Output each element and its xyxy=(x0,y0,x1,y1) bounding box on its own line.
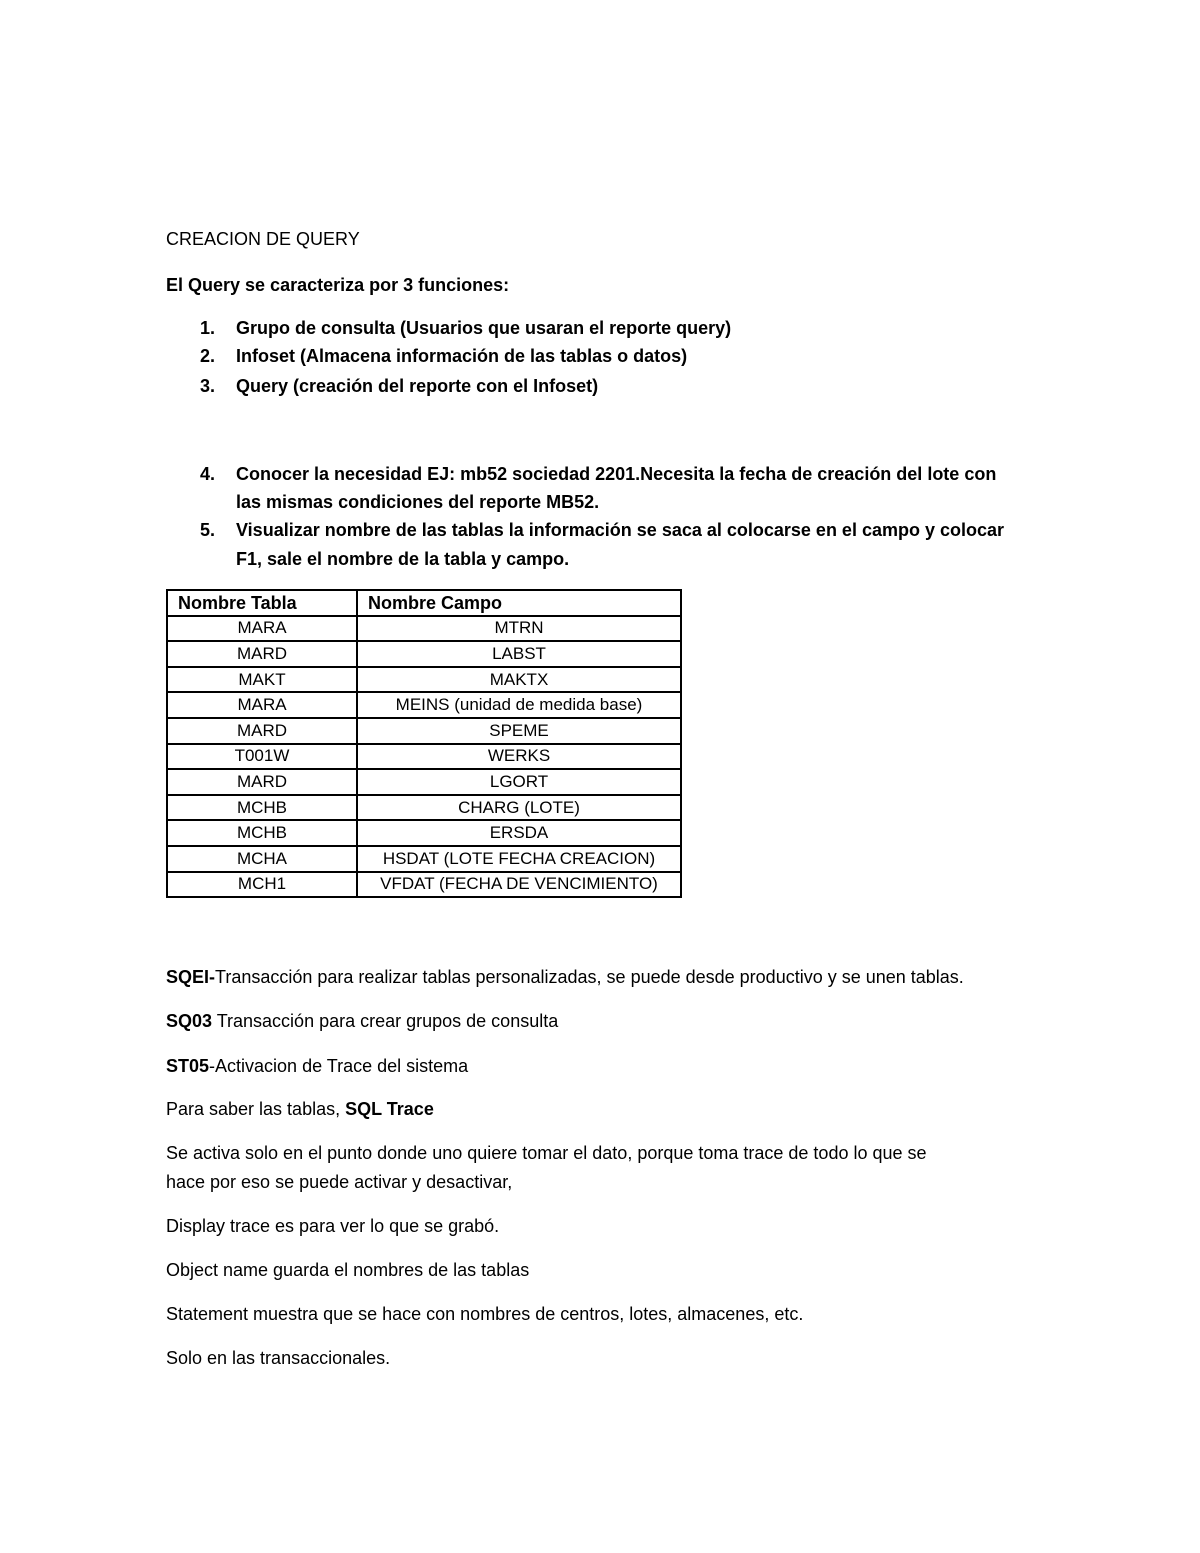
list-item-5-line-2: F1, sale el nombre de la tabla y campo. xyxy=(236,549,570,569)
table-row xyxy=(167,820,681,846)
paragraph-display-trace: Display trace es para ver lo que se grabó. xyxy=(166,1216,500,1236)
paragraph-st05 xyxy=(166,1056,468,1077)
list-item-2: Infoset (Almacena información de las tablas o datos) xyxy=(236,346,688,366)
paragraph-activa-line-2: hace por eso se puede activar y desactivar, xyxy=(166,1172,513,1192)
paragraph-object-name: Object name guarda el nombres de las tablas xyxy=(166,1260,530,1280)
tables-fields-table xyxy=(166,589,682,898)
table-cell-campo: MTRN xyxy=(357,616,681,642)
table-header-nombre-tabla: Nombre Tabla xyxy=(167,590,357,616)
paragraph-sq03-text: Transacción para crear grupos de consulta xyxy=(212,1011,559,1031)
paragraph-sq03 xyxy=(166,1011,558,1032)
table-cell-campo: MAKTX xyxy=(357,667,681,693)
table-header-row xyxy=(167,590,681,616)
table-cell-tabla: MARD xyxy=(167,769,357,795)
list-item-4-line-2: las mismas condiciones del reporte MB52. xyxy=(236,492,600,512)
table-cell-tabla: MARA xyxy=(167,692,357,718)
paragraph-sqei xyxy=(166,967,964,988)
intro-text: El Query se caracteriza por 3 funciones: xyxy=(166,275,510,295)
paragraph-sql-trace-bold: SQL Trace xyxy=(345,1099,434,1119)
table-row xyxy=(167,718,681,744)
table-row xyxy=(167,667,681,693)
table-cell-tabla: MCHB xyxy=(167,795,357,821)
table-row xyxy=(167,641,681,667)
list-item-1: Grupo de consulta (Usuarios que usaran el reporte query) xyxy=(236,318,732,338)
table-cell-campo: SPEME xyxy=(357,718,681,744)
list-item-5-line-1: Visualizar nombre de las tablas la información se saca al colocarse en el campo y colocar xyxy=(236,520,1005,540)
paragraph-sq03-code: SQ03 xyxy=(166,1011,213,1031)
table-row xyxy=(167,872,681,898)
table-cell-tabla: MARA xyxy=(167,616,357,642)
table-cell-campo: LABST xyxy=(357,641,681,667)
table-cell-campo: CHARG (LOTE) xyxy=(357,795,681,821)
table-row xyxy=(167,795,681,821)
list-item-3: Query (creación del reporte con el Infoset) xyxy=(236,376,599,396)
document-title: CREACION DE QUERY xyxy=(166,229,360,249)
list-number-3: 3. xyxy=(200,376,216,396)
paragraph-sqei-text: Transacción para realizar tablas personalizadas, se puede desde productivo y se unen tablas. xyxy=(215,967,964,987)
table-cell-campo: MEINS (unidad de medida base) xyxy=(357,692,681,718)
table-cell-tabla: T001W xyxy=(167,744,357,770)
table-cell-tabla: MAKT xyxy=(167,667,357,693)
table-cell-tabla: MARD xyxy=(167,641,357,667)
table-cell-tabla: MCHA xyxy=(167,846,357,872)
table-cell-campo: HSDAT (LOTE FECHA CREACION) xyxy=(357,846,681,872)
list-item-4-line-1: Conocer la necesidad EJ: mb52 sociedad 2201.Necesita la fecha de creación del lote con xyxy=(236,464,997,484)
table-row xyxy=(167,616,681,642)
table-cell-tabla: MCHB xyxy=(167,820,357,846)
table-cell-tabla: MARD xyxy=(167,718,357,744)
table-cell-campo: ERSDA xyxy=(357,820,681,846)
table-header-nombre-campo: Nombre Campo xyxy=(357,590,681,616)
paragraph-transaccionales: Solo en las transaccionales. xyxy=(166,1348,391,1368)
list-number-5: 5. xyxy=(200,520,216,540)
table-cell-tabla: MCH1 xyxy=(167,872,357,898)
list-number-2: 2. xyxy=(200,346,216,366)
paragraph-activa-line-1: Se activa solo en el punto donde uno quiere tomar el dato, porque toma trace de todo lo que se xyxy=(166,1143,927,1163)
table-row xyxy=(167,769,681,795)
table-row xyxy=(167,692,681,718)
paragraph-sql-trace xyxy=(166,1099,434,1120)
paragraph-st05-text: -Activacion de Trace del sistema xyxy=(209,1056,469,1076)
paragraph-sqei-code: SQEI- xyxy=(166,967,216,987)
table-cell-campo: LGORT xyxy=(357,769,681,795)
paragraph-sql-trace-text: Para saber las tablas, xyxy=(166,1099,346,1119)
paragraph-statement: Statement muestra que se hace con nombres de centros, lotes, almacenes, etc. xyxy=(166,1304,804,1324)
table-cell-campo: WERKS xyxy=(357,744,681,770)
table-row xyxy=(167,744,681,770)
paragraph-st05-code: ST05 xyxy=(166,1056,210,1076)
table-cell-campo: VFDAT (FECHA DE VENCIMIENTO) xyxy=(357,872,681,898)
list-number-4: 4. xyxy=(200,464,216,484)
list-number-1: 1. xyxy=(200,318,216,338)
table-row xyxy=(167,846,681,872)
